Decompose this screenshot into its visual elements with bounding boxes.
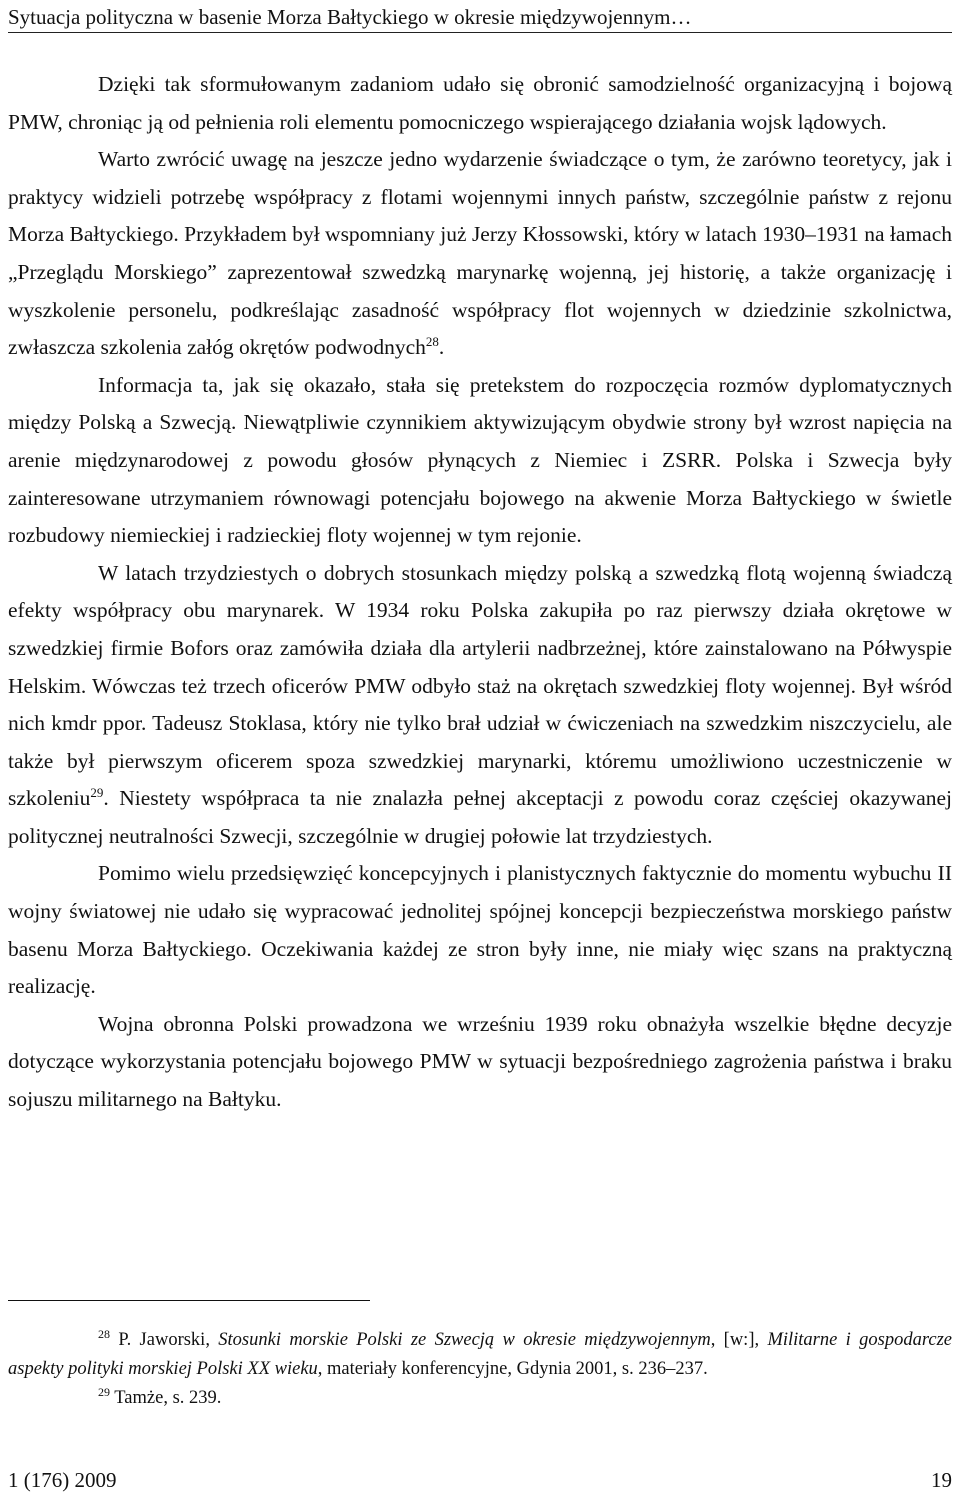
running-header-title: Sytuacja polityczna w basenie Morza Bałtyckiego w okresie międzywojennym… xyxy=(8,5,692,29)
footnote-separator xyxy=(8,1300,370,1301)
footnote-number-28: 28 xyxy=(98,1326,110,1341)
paragraph-2-text: Warto zwrócić uwagę na jeszcze jedno wydarzenie świadczące o tym, że zarówno teoretycy, jak i praktycy widzieli potrzebę współpracy z flotami wojennymi innych państw, szczególnie państw z rejonu Morza Bałtyckiego. Przykładem był wspomniany już Jerzy Kłossowski, który w latach 1930–1931 na łamach „Przeglądu Morskiego” zaprezentował szwedzką marynarkę wojenną, jej historię, a także organizację i wyszkolenie personelu, podkreślając zasadność współpracy flot wojennych w dziedzinie szkolnictwa, zwłaszcza szkolenia załóg okrętów podwodnych xyxy=(8,147,953,360)
footnote-number-29: 29 xyxy=(98,1384,110,1399)
page-number: 19 xyxy=(931,1468,952,1492)
footnote-28-rest: , materiały konferencyjne, Gdynia 2001, s. 236–237. xyxy=(317,1359,708,1379)
paragraph-4-text-end: . Niestety współpraca ta nie znalazła pełnej akceptacji z powodu coraz częściej okazywanej politycznej neutralności Szwecji, szczególnie w drugiej połowie lat trzydziestych. xyxy=(8,786,952,848)
footnote-28-author: P. Jaworski, xyxy=(118,1330,219,1350)
paragraph-2 xyxy=(8,141,952,367)
paragraph-1 xyxy=(8,66,952,141)
footnote-ref-29[interactable]: 29 xyxy=(90,785,104,801)
footnote-28-volume: Militarne i gospodarcze aspekty polityki morskiej Polski XX wieku xyxy=(8,1330,952,1379)
paragraph-5 xyxy=(8,855,952,1005)
footnote-29-text: Tamże, s. 239. xyxy=(114,1388,222,1408)
paragraph-2-text-end: . xyxy=(438,335,445,360)
footnote-28-mid: , [w:], xyxy=(710,1330,768,1350)
footnote-28-title: Stosunki morskie Polski ze Szwecją w okresie międzywojennym xyxy=(218,1330,711,1350)
paragraph-1-text: Dzięki tak sformułowanym zadaniom udało się obronić samodzielność organizacyjną i bojową PMW, chroniąc ją od pełnienia roli elementu pomocniczego wspierającego działania wojsk lądowych. xyxy=(8,72,952,134)
paragraph-5-text: Pomimo wielu przedsięwzięć koncepcyjnych i planistycznych faktycznie do momentu wybuchu II wojny światowej nie udało się wypracować jednolitej spójnej koncepcji bezpieczeństwa morskiego państw basenu Morza Bałtyckiego. Oczekiwania każdej ze stron były inne, nie miały więc szans na praktyczną realizację. xyxy=(8,861,952,999)
footnote-28 xyxy=(8,1326,952,1384)
paragraph-4 xyxy=(8,555,952,856)
issue-number: 1 (176) 2009 xyxy=(8,1468,117,1492)
footnote-29 xyxy=(8,1384,952,1413)
paragraph-6 xyxy=(8,1006,952,1119)
article-body xyxy=(8,66,952,1119)
page-footer xyxy=(8,1466,952,1494)
footnote-ref-28[interactable]: 28 xyxy=(425,334,439,349)
running-header xyxy=(8,2,952,33)
paragraph-4-text: W latach trzydziestych o dobrych stosunkach między polską a szwedzką flotą wojenną świadczą efekty współpracy obu marynarek. W 1934 roku Polska zakupiła po raz pierwszy działa okrętowe w szwedzkiej firmie Bofors oraz zamówiła działa dla artylerii nadbrzeżnej, które zainstalowano na Półwyspie Helskim. Wówczas też trzech oficerów PMW odbyło staż na okrętach szwedzkiej floty wojennej. Był wśród nich kmdr ppor. Tadeusz Stoklasa, który nie tylko brał udział w ćwiczeniach na szwedzkim niszczycielu, ale także był pierwszym oficerem spoza szwedzkiej marynarki, któremu umożliwiono uczestniczenie w szkoleniu xyxy=(8,560,952,811)
paragraph-6-text: Wojna obronna Polski prowadzona we wrześniu 1939 roku obnażyła wszelkie błędne decyzje dotyczące wykorzystania potencjału bojowego PMW w sytuacji bezpośredniego zagrożenia państwa i braku sojuszu militarnego na Bałtyku. xyxy=(8,1011,952,1112)
paragraph-3 xyxy=(8,367,952,555)
paragraph-3-text: Informacja ta, jak się okazało, stała się pretekstem do rozpoczęcia rozmów dyplomatycznych między Polską a Szwecją. Niewątpliwie czynnikiem aktywizującym obydwie strony był wzrost napięcia na arenie międzynarodowej z powodu głosów płynących z Niemiec i ZSRR. Polska i Szwecja były zainteresowane utrzymaniem równowagi potencjału bojowego na akwenie Morza Bałtyckiego w świetle rozbudowy niemieckiej i radzieckiej floty wojennej w tym rejonie. xyxy=(8,372,952,548)
footnotes xyxy=(8,1326,952,1413)
